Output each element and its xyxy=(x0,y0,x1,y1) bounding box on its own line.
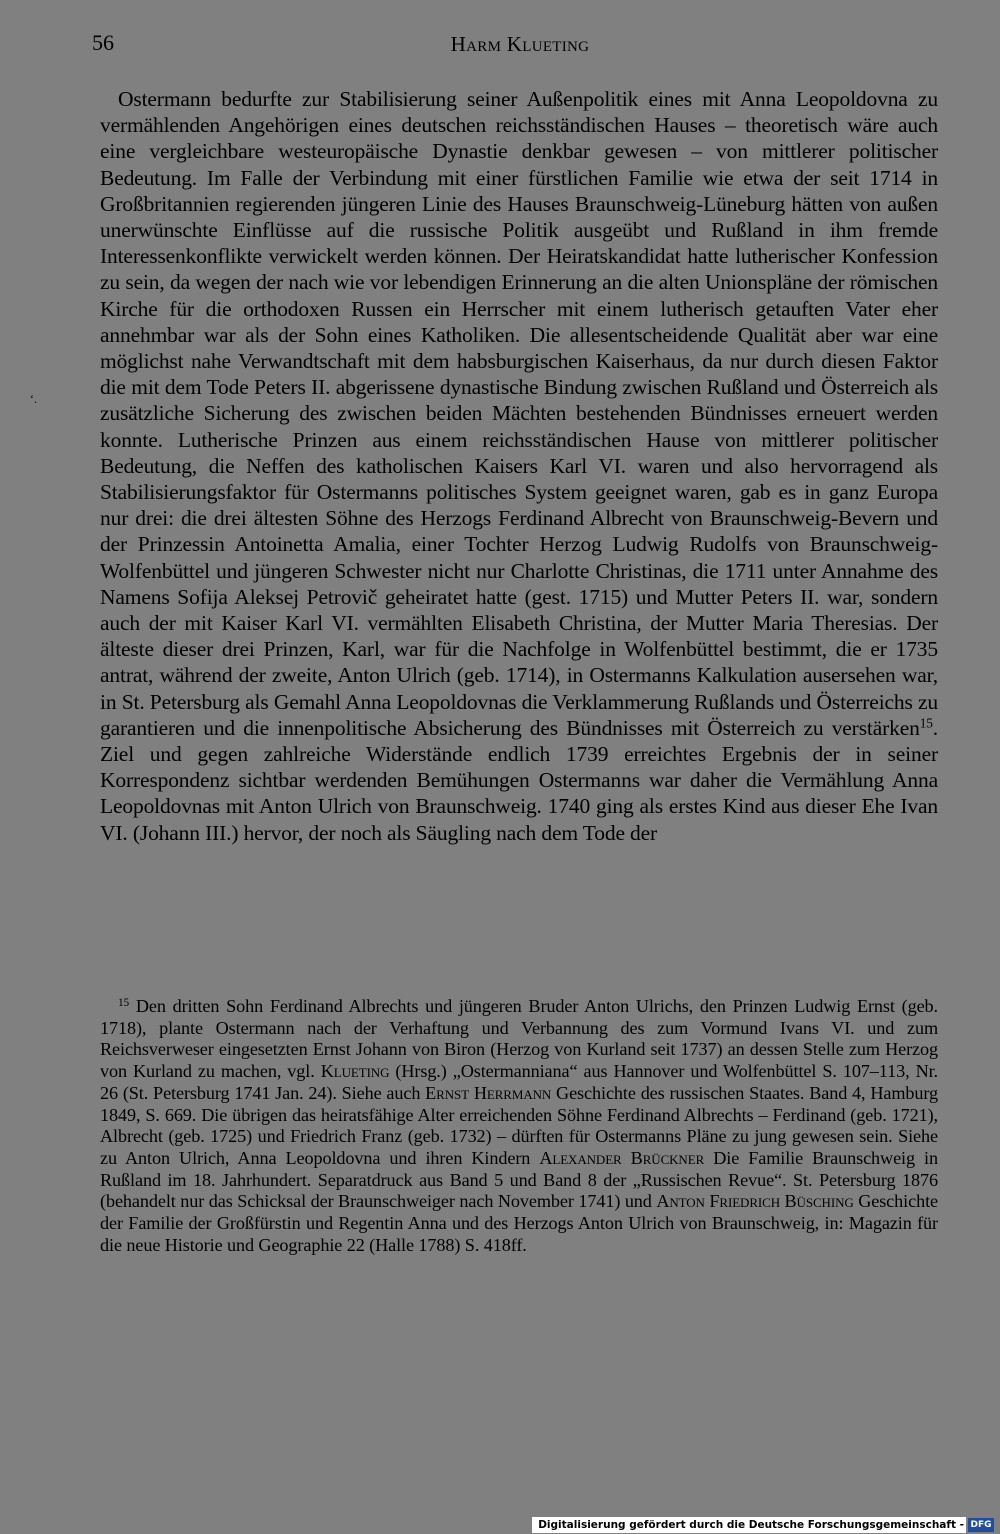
footnote-text: Geschichte der Familie der Großfürstin und Regentin Anna und des Herzogs Anton Ulrich von Braunschweig, in: Magazin für die neue Historie und Geographie 22 (Halle 1788) S. 418ff. xyxy=(100,1191,938,1255)
footnote-author: Ernst Herrmann xyxy=(425,1082,552,1103)
footnote-text: (Hrsg.) „Ostermanniana“ aus Hannover und Wolfenbüttel S. 107–113, Nr. 26 (St. Petersburg 1741 Jan. 24). Siehe auch xyxy=(100,1061,938,1103)
footnote-text: Die Familie Braunschweig in Rußland im 18. Jahrhundert. Separatdruck aus Band 5 und Band 8 der „Russischen Revue“. St. Petersburg 1876 (behandelt nur das Schicksal der Braunschweiger nach November 1741) und xyxy=(100,1147,939,1212)
dfg-logo: DFG xyxy=(968,1518,994,1532)
body-text: Ostermann bedurfte zur Stabilisierung seiner Außenpolitik eines mit Anna Leopoldovna zu vermählenden Angehörigen eines deutschen reichsständischen Hauses – theoretisch wäre auch eine vergleichbare westeuropäische Dynastie denkbar gewesen – von mittlerer politischer Bedeutung. Im Falle der Verbindung mit einer fürstlichen Familie wie etwa der seit 1714 in Großbritannien regierenden jüngeren Linie des Hauses Braunschweig-Lüneburg hätten von außen unerwünschte Einflüsse auf die russische Politik ausgeübt und Rußland in ihm fremde Interessenkonflikte verwickelt werden können. Der Heiratskandidat hatte lutherischer Konfession zu sein, da wegen der nach wie vor lebendigen Erinnerung an die alten Unionspläne der römischen Kirche für die orthodoxen Russen ein Herrscher mit einem lutherisch getauften Vater eher annehmbar war als der Sohn eines Katholiken. Die allesentscheidende Qualität aber war eine möglichst nahe Verwandtschaft mit dem habsburgischen Kaiserhaus, da nur durch diesen Faktor die mit dem Tode Peters II. abgerissene dynastische Bindung zwischen Rußland und Österreich als zusätzliche Sicherung des zwischen beiden Mächten bestehenden Bündnisses erneuert werden konnte. Lutherische Prinzen aus einem reichsständischen Hause von mittlerer politischer Bedeutung, die Neffen des katholischen Kaisers Karl VI. waren und also hervorragend als Stabilisierungsfaktor für Ostermanns politisches System geeignet waren, gab es in ganz Europa nur drei: die drei ältesten Söhne des Herzogs Ferdinand Albrecht von Braunschweig-Bevern und der Prinzessin Antoinetta Amalia, einer Tochter Herzog Ludwig Rudolfs von Braunschweig-Wolfenbüttel und jüngeren Schwester nicht nur Charlotte Christinas, die 1711 unter Annahme des Namens Sofija Aleksej Petrovič geheiratet hatte (gest. 1715) und Mutter Peters II. war, sondern auch der mit Kaiser Karl VI. vermählten Elisabeth Christina, der Mutter Maria Theresias. Der älteste dieser drei Prinzen, Karl, war für die Nachfolge in Wolfenbüttel bestimmt, die er 1735 antrat, während der zweite, Anton Ulrich (geb. 1714), in Ostermanns Kalkulation ausersehen war, in St. Petersburg als Gemahl Anna Leopoldovnas die Verklammerung Rußlands und Österreichs zu garantieren und die innenpolitische Absicherung des Bündnisses mit Österreich zu verstärken xyxy=(100,87,938,740)
footnote-reference: 15 xyxy=(919,715,933,731)
footnote-author: Klueting xyxy=(320,1061,390,1082)
footnote-author: Alexander Brückner xyxy=(539,1147,705,1168)
footnote-text: Den dritten Sohn Ferdinand Albrechts und jüngeren Bruder Anton Ulrichs, den Prinzen Ludwig Ernst (geb. 1718), plante Ostermann nach der Verhaftung und Verbannung des zum Vormund Ivans VI. und zum Reichsverweser eingesetzten Ernst Johann von Biron (Herzog von Kurland seit 1737) an dessen Stelle zum Herzog von Kurland zu machen, vgl. xyxy=(100,996,938,1082)
footnote-text: Geschichte des russischen Staates. Band 4, Hamburg 1849, S. 669. Die übrigen das heiratsfähige Alter erreichenden Söhne Ferdinand Albrechts – Ferdinand (geb. 1721), Albrecht (geb. 1725) und Friedrich Franz (geb. 1732) – dürften für Ostermanns Pläne zu jung gewesen sein. Siehe zu Anton Ulrich, Anna Leopoldovna und ihren Kindern xyxy=(100,1082,938,1168)
footnote-number: 15 xyxy=(118,996,130,1009)
body-paragraph xyxy=(100,86,938,846)
funding-note: Digitalisierung gefördert durch die Deutsche Forschungsgemeinschaft - xyxy=(532,1517,966,1533)
running-head: Harm Klueting xyxy=(450,32,590,56)
body-text-continued: . Ziel und gegen zahlreiche Widerstände endlich 1739 erreichtes Ergebnis der in seiner Korrespondenz sichtbar werdenden Bemühungen Ostermanns war daher die Vermählung Anna Leopoldovnas mit Anton Ulrich von Braunschweig. 1740 ging als erstes Kind aus dieser Ehe Ivan VI. (Johann III.) hervor, der noch als Säugling nach dem Tode der xyxy=(100,715,938,845)
footnote xyxy=(100,996,938,1256)
page-number: 56 xyxy=(92,30,114,55)
margin-mark: ‘. xyxy=(30,392,37,406)
footnote-author: Anton Friedrich Büsching xyxy=(656,1191,854,1212)
